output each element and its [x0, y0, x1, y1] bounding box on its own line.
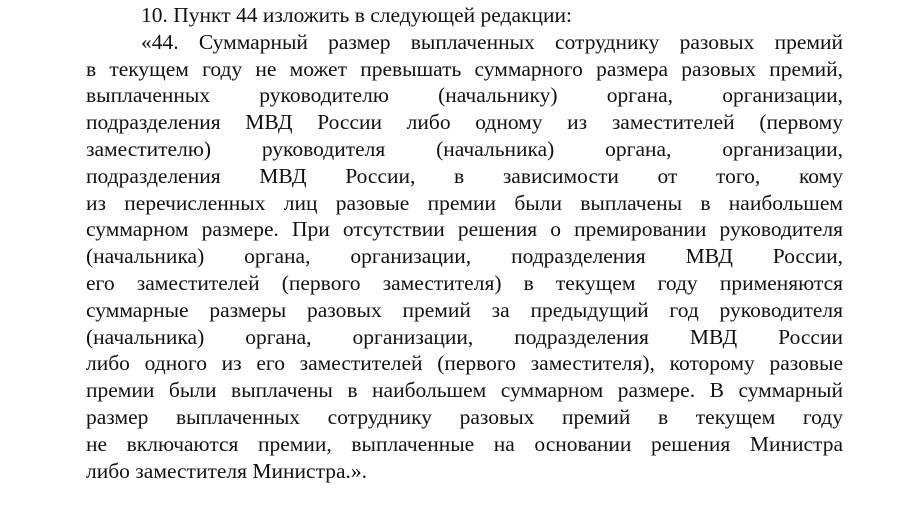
paragraph-line: не включаются премии, выплаченные на основании решения Министра — [86, 431, 843, 456]
document-text — [86, 2, 843, 484]
paragraph-line: подразделения МВД России, в зависимости от того, кому — [86, 163, 843, 188]
amendment-heading: 10. Пункт 44 изложить в следующей редакции: — [141, 3, 572, 27]
paragraph-line: размер выплаченных сотруднику разовых премий в текущем году — [86, 404, 843, 429]
paragraph-line: (начальника) органа, организации, подразделения МВД России — [86, 324, 843, 349]
paragraph-line: премии были выплачены в наибольшем суммарном размере. В суммарный — [86, 378, 843, 403]
paragraph-line: заместителю) руководителя (начальника) органа, организации, — [86, 136, 843, 161]
paragraph-line: либо заместителя Министра.». — [86, 458, 368, 483]
paragraph-line: суммарном размере. При отсутствии решения о премировании руководителя — [86, 217, 843, 242]
paragraph-line: суммарные размеры разовых премий за предыдущий год руководителя — [86, 297, 843, 322]
paragraph-line: «44. Суммарный размер выплаченных сотруднику разовых премий — [141, 29, 843, 54]
paragraph-line: из перечисленных лиц разовые премии были выплачены в наибольшем — [86, 190, 843, 215]
paragraph-line: (начальника) органа, организации, подразделения МВД России, — [86, 244, 843, 269]
paragraph-line: в текущем году не может превышать суммарного размера разовых премий, — [86, 56, 843, 81]
paragraph-line: его заместителей (первого заместителя) в текущем году применяются — [86, 270, 843, 295]
paragraph-line: выплаченных руководителю (начальнику) органа, организации, — [86, 83, 843, 108]
paragraph-line: подразделения МВД России либо одному из заместителей (первому — [86, 110, 843, 135]
paragraph-line: либо одного из его заместителей (первого заместителя), которому разовые — [86, 351, 843, 376]
